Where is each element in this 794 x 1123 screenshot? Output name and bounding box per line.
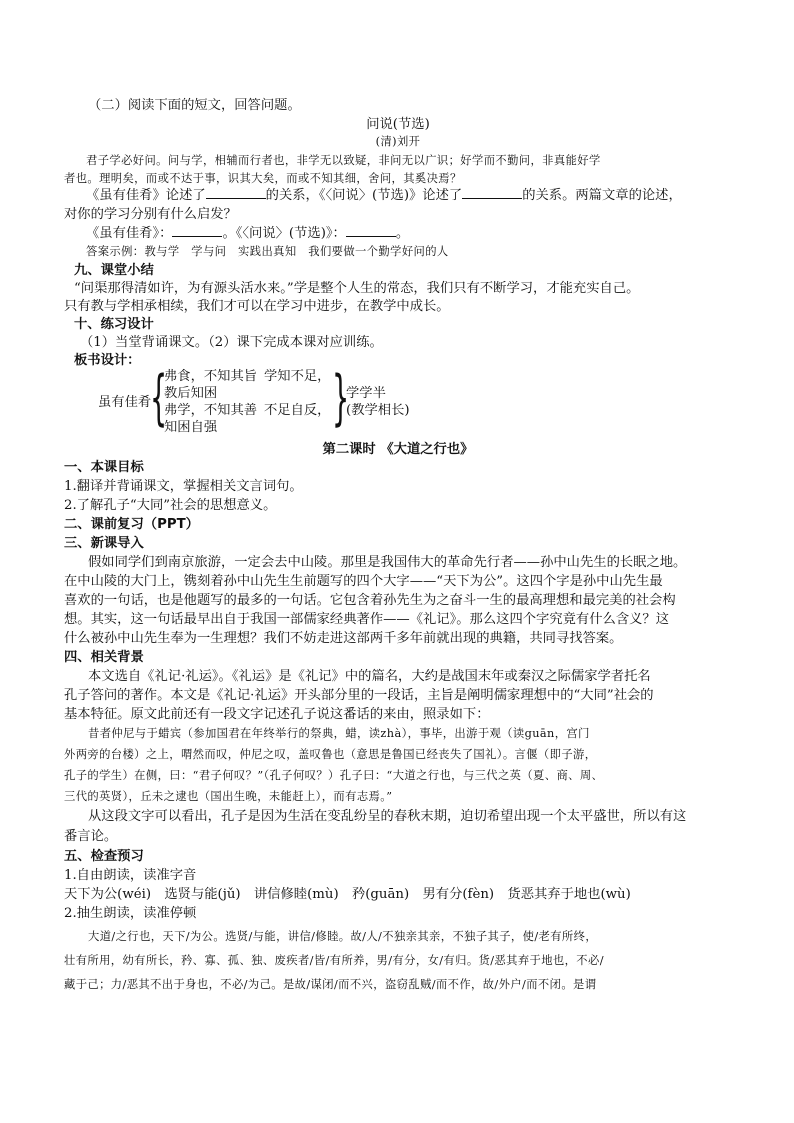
left-brace: { — [150, 363, 168, 433]
board-a1: 弗食，不知其旨 — [164, 369, 258, 384]
question-line-1 — [86, 186, 754, 205]
intro-line-5: 什么被孙中山先生奉为一生理想？我们不妨走进这部两千多年前就出现的典籍，共同寻找答案。 — [64, 631, 623, 646]
quote-line-3: 孔子的学生）在侧，曰：“君子何叹？”（孔子何叹？）孔子曰：“大道之行也，与三代之英（夏、商、周、 — [64, 769, 604, 782]
question-part-3: 的关系。两篇文章的论述， — [522, 188, 682, 203]
lesson-2-title: 第二课时 《大道之行也》 — [322, 442, 474, 457]
summary-line-2: 只有教与学相承相续，我们才可以在学习中进步，在教学中成长。 — [64, 299, 450, 314]
intro-line-3: 喜欢的一句话，也是他题写的最多的一句话。它包含着孙先生为之奋斗一生的最高理想和最完美的社会构 — [64, 593, 676, 608]
answer-blank-1[interactable] — [206, 186, 266, 199]
background-line-2: 孔子答问的著作。本文是《礼记·礼运》开头部分里的一段话，主旨是阐明儒家理想中的“大同”社会的 — [64, 688, 654, 703]
heading-summary: 九、课堂小结 — [74, 263, 154, 278]
goal-2: 2.了解孔子“大同”社会的思想意义。 — [64, 498, 277, 513]
question-part-2: 的关系，《〈问说〉(节选)》论述了 — [265, 188, 463, 203]
board-c2: (教学相长) — [346, 403, 410, 418]
board-c1: 学学半 — [346, 386, 386, 401]
pause-line-2: 壮有所用，幼有所长，矜、寡、孤、独、废疾者/皆/有所养，男/有分，女/有归。货/恶其弃于地也，不必/ — [64, 954, 604, 967]
heading-goals: 一、本课目标 — [64, 460, 144, 475]
answer-example: 答案示例：教与学 学与问 实践出真知 我们要做一个勤学好问的人 — [86, 245, 449, 258]
background-line-1: 本文选自《礼记·礼运》。《礼运》是《礼记》中的篇名，大约是战国末年或秦汉之际儒家学者托名 — [88, 669, 651, 684]
answer-blank-3[interactable] — [172, 224, 222, 237]
intro-line-1: 假如同学们到南京旅游，一定会去中山陵。那里是我国伟大的革命先行者——孙中山先生的长眠之地。 — [88, 555, 687, 570]
board-heading: 板书设计： — [74, 353, 141, 368]
preview-item-1: 1.自由朗读，读准字音 — [64, 868, 197, 883]
board-b3: 知困自强 — [164, 420, 218, 435]
pause-line-1: 大道/之行也，天下/为公。选贤/与能，讲信/修睦。故/人/不独亲其亲，不独子其子，使/老有所终， — [88, 930, 598, 943]
heading-review: 二、课前复习（PPT） — [64, 517, 199, 532]
after-quote-line-1: 从这段文字可以看出，孔子是因为生活在变乱纷呈的春秋末期，迫切希望出现一个太平盛世，所以有这 — [88, 809, 687, 824]
board-root: 虽有佳肴 — [98, 395, 152, 410]
intro-line-2: 在中山陵的大门上，镌刻着孙中山先生生前题写的四个大字——“天下为公”。这四个字是孙中山先生最 — [64, 574, 663, 589]
quote-line-2: 外两旁的台楼）之上，喟然而叹，仲尼之叹，盖叹鲁也（意思是鲁国已经丧失了国礼）。言偃（即子游， — [64, 748, 597, 761]
board-b2: 不足自反， — [264, 403, 331, 418]
wenshuo-author: (清)刘开 — [375, 135, 421, 148]
quote-line-4: 三代的英贤），丘未之逮也（国出生晚，未能赶上），而有志焉。” — [64, 790, 393, 803]
summary-line-1: “问渠那得清如许，为有源头活水来。”学是整个人生的常态，我们只有不断学习，才能充实自己。 — [74, 281, 640, 296]
background-line-3: 基本特征。原文此前还有一段文字记述孔子说这番话的来由，照录如下： — [64, 707, 490, 722]
quote-line-1: 昔者仲尼与于蜡宾（参加国君在年终举行的祭典，蜡，读zhà），事毕，出游于观（读guān，宫门 — [88, 727, 590, 740]
passage-line-1: 君子学必好问。问与学，相辅而行者也，非学无以致疑，非问无以广识；好学而不勤问，非真能好学 — [86, 154, 601, 167]
practice-text: （1）当堂背诵课文。（2）课下完成本课对应训练。 — [80, 335, 383, 350]
passage-line-2: 者也。理明矣，而或不达于事，识其大矣，而或不知其细，舍问，其奚决焉？ — [64, 172, 462, 185]
board-a2: 学知不足， — [264, 369, 331, 384]
question-answer-end: 。 — [395, 226, 410, 241]
pause-line-3: 藏于己；力/恶其不出于身也，不必/为己。是故/谋闭/而不兴，盗窃乱贼/而不作，故/外户/而不闭。是谓 — [64, 978, 597, 991]
section-heading-reading: （二）阅读下面的短文，回答问题。 — [88, 98, 301, 113]
after-quote-line-2: 番言论。 — [64, 829, 118, 844]
heading-practice: 十、练习设计 — [74, 317, 154, 332]
heading-intro: 三、新课导入 — [64, 536, 144, 551]
preview-item-2: 2.抽生朗读，读准停顿 — [64, 906, 197, 921]
heading-background: 四、相关背景 — [64, 650, 144, 665]
answer-blank-4[interactable] — [346, 224, 396, 237]
question-line-2: 对你的学习分别有什么启发？ — [64, 207, 237, 222]
intro-line-4: 想。其实，这一句话最早出自于我国一部儒家经典著作——《礼记》。那么这四个字究竟有什么含义？这 — [64, 612, 670, 627]
goal-1: 1.翻译并背诵课文，掌握相关文言词句。 — [64, 479, 303, 494]
answer-blank-2[interactable] — [462, 186, 522, 199]
question-answer-mid-label: 。《〈问说〉(节选)》： — [222, 226, 346, 241]
right-brace: } — [332, 363, 350, 433]
question-answer-a-label: 《虽有佳肴》： — [86, 226, 173, 241]
question-line-3 — [86, 224, 754, 243]
board-a3: 教后知困 — [164, 386, 218, 401]
pronunciation-line: 天下为公(wéi) 选贤与能(jǔ) 讲信修睦(mù) 矜(guān) 男有分(fèn) 货恶其弃于地也(wù) — [64, 887, 631, 902]
wenshuo-title: 问说(节选) — [366, 117, 430, 132]
board-b1: 弗学，不知其善 — [164, 403, 258, 418]
heading-preview: 五、检查预习 — [64, 849, 144, 864]
question-part-1: 《虽有佳肴》论述了 — [86, 188, 206, 203]
